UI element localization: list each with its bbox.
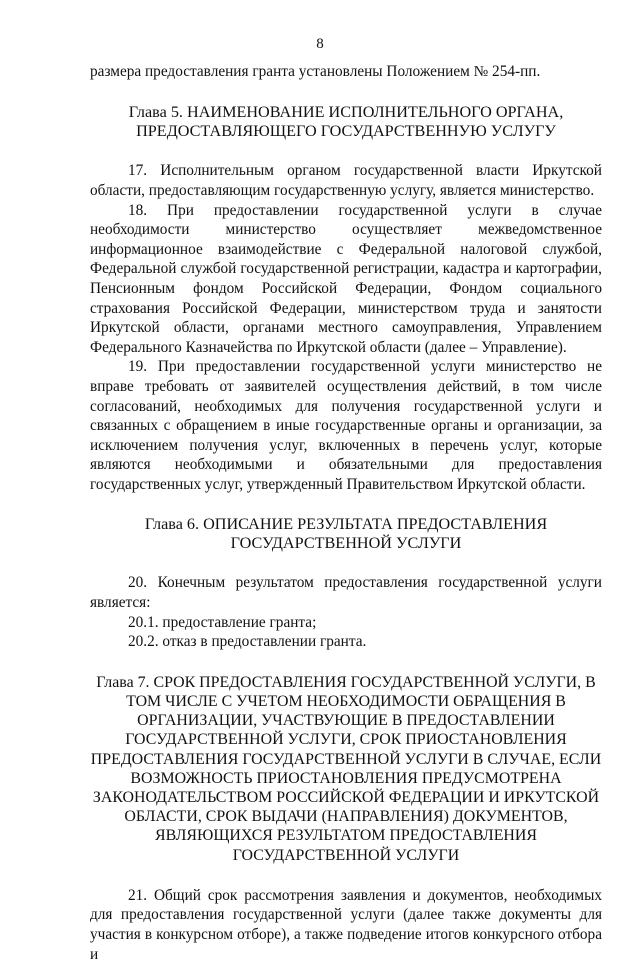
paragraph-20: 20. Конечным результатом предоставления государственной услуги является: bbox=[90, 574, 602, 611]
paragraph-19: 19. При предоставлении государственной услуги министерство не вправе требовать от заявителей осуществления действий, в том числе согласований, необходимых для получения государственной услуги и связанных с обращением в иные государственные органы и организации, за исключением получения услуг, включенных в перечень услуг, которые являются необходимыми и обязательными для предоставления государственных услуг, утвержденный Правительством Иркутской области. bbox=[90, 358, 602, 493]
chapter-5-heading: Глава 5. НАИМЕНОВАНИЕ ИСПОЛНИТЕЛЬНОГО ОРГАНА, ПРЕДОСТАВЛЯЮЩЕГО ГОСУДАРСТВЕННУЮ УСЛУГУ bbox=[128, 102, 564, 140]
paragraph-20-2: 20.2. отказ в предоставлении гранта. bbox=[128, 633, 367, 651]
paragraph-21: 21. Общий срок рассмотрения заявления и документов, необходимых для предоставления государственной услуги (далее также документы для участия в конкурсном отборе), а также подведение итогов конкурсного отбора и bbox=[90, 886, 602, 963]
paragraph-18: 18. При предоставлении государственной услуги в случае необходимости министерство осуществляет межведомственное информационное взаимодействие с Федеральной налоговой службой, Федеральной службой государственной регистрации, кадастра и картографии, Пенсионным фондом Российской Федерации, Фондом социального страхования Российской Федерации, министерством труда и занятости Иркутской области, органами местного самоуправления, Управлением Федерального Казначейства по Иркутской области (далее – Управление). bbox=[90, 201, 602, 356]
chapter-7-heading: Глава 7. СРОК ПРЕДОСТАВЛЕНИЯ ГОСУДАРСТВЕННОЙ УСЛУГИ, В ТОМ ЧИСЛЕ С УЧЕТОМ НЕОБХОДИМОСТИ ОБРАЩЕНИЯ В ОРГАНИЗАЦИИ, УЧАСТВУЮЩИЕ В ПРЕДОСТАВЛЕНИИ ГОСУДАРСТВЕННОЙ УСЛУГИ, СРОК ПРИОСТАНОВЛЕНИЯ ПРЕДОСТАВЛЕНИЯ ГОСУДАРСТВЕННОЙ УСЛУГИ В СЛУЧАЕ, ЕСЛИ ВОЗМОЖНОСТЬ ПРИОСТАНОВЛЕНИЯ ПРЕДУСМОТРЕНА ЗАКОНОДАТЕЛЬСТВОМ РОССИЙСКОЙ ФЕДЕРАЦИИ И ИРКУТСКОЙ ОБЛАСТИ, СРОК ВЫДАЧИ (НАПРАВЛЕНИЯ) ДОКУМЕНТОВ, ЯВЛЯЮЩИХСЯ РЕЗУЛЬТАТОМ ПРЕДОСТАВЛЕНИЯ ГОСУДАРСТВЕННОЙ УСЛУГИ bbox=[90, 673, 602, 864]
paragraph-continuation: размера предоставления гранта установлены Положением № 254-пп. bbox=[90, 63, 541, 80]
page-number: 8 bbox=[316, 36, 324, 52]
chapter-6-heading: Глава 6. ОПИСАНИЕ РЕЗУЛЬТАТА ПРЕДОСТАВЛЕНИЯ ГОСУДАРСТВЕННОЙ УСЛУГИ bbox=[144, 514, 548, 552]
paragraph-17: 17. Исполнительным органом государственной власти Иркутской области, предоставляющим государственную услугу, является министерство. bbox=[90, 162, 602, 199]
paragraph-20-1: 20.1. предоставление гранта; bbox=[128, 613, 317, 631]
document-body bbox=[90, 62, 602, 964]
